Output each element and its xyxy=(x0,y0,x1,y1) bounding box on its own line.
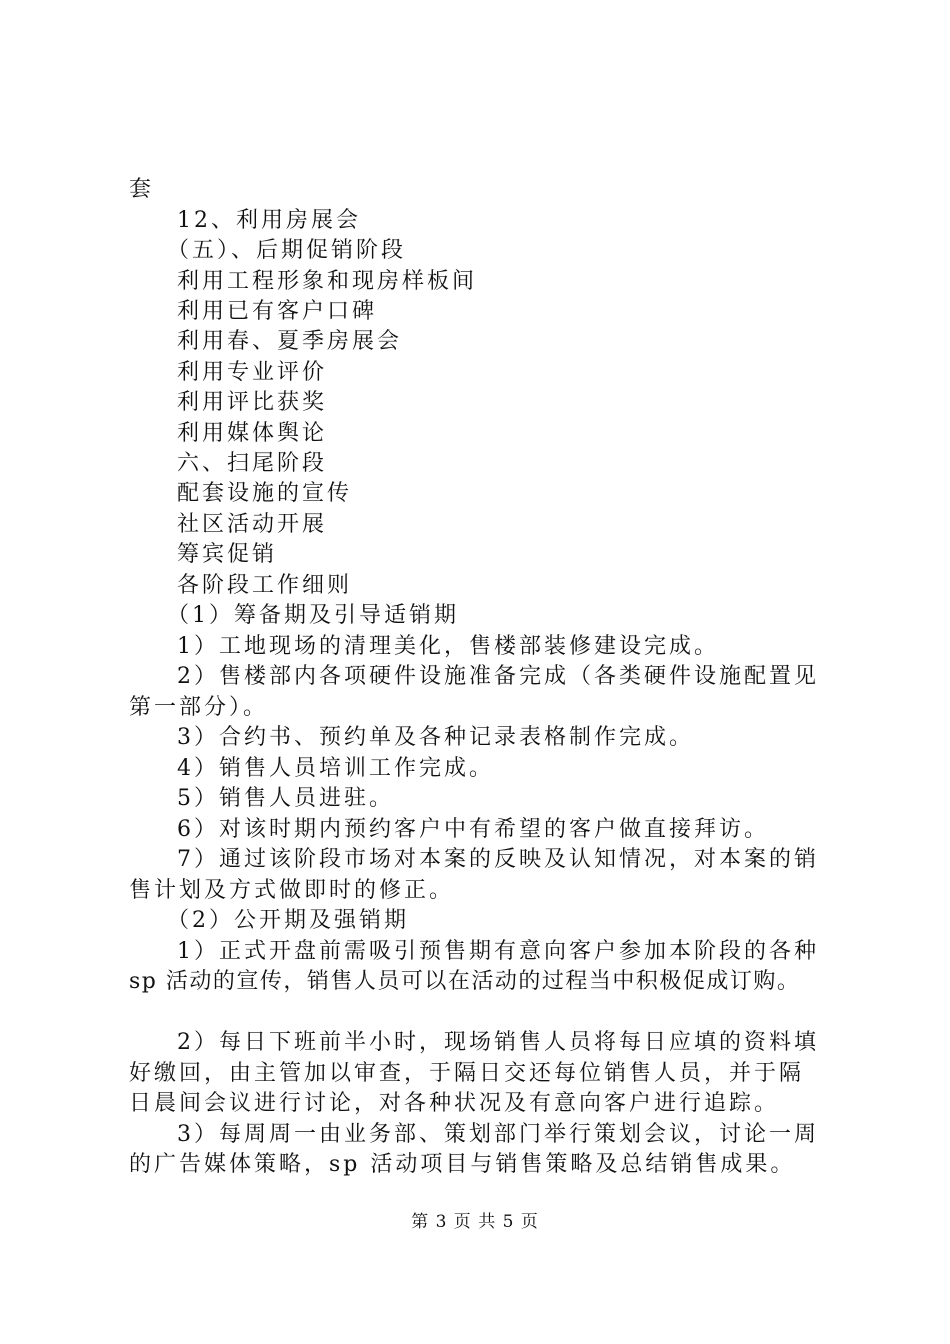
text-line: 售计划及方式做即时的修正。 xyxy=(129,878,455,903)
text-line: 第一部分）。 xyxy=(129,695,269,720)
text-line: 的广告媒体策略，sp 活动项目与销售策略及总结销售成果。 xyxy=(129,1152,796,1177)
subsection-heading: （1）筹备期及引导适销期 xyxy=(167,603,459,628)
text-line: 利用春、夏季房展会 xyxy=(177,329,403,354)
subsection-heading: （2）公开期及强销期 xyxy=(167,908,409,933)
text-line: 1）工地现场的清理美化，售楼部装修建设完成。 xyxy=(177,634,719,659)
text-line: 5）销售人员进驻。 xyxy=(177,786,394,811)
page-number-footer: 第 3 页 共 5 页 xyxy=(411,1212,539,1232)
text-line: 2）售楼部内各项硬件设施准备完成（各类硬件设施配置见 xyxy=(177,664,819,689)
text-line: 3）合约书、预约单及各种记录表格制作完成。 xyxy=(177,725,694,750)
text-line: 好缴回，由主管加以审查，于隔日交还每位销售人员，并于隔 xyxy=(129,1061,805,1086)
text-line: 4）销售人员培训工作完成。 xyxy=(177,756,494,781)
text-line: sp 活动的宣传，销售人员可以在活动的过程当中积极促成订购。 xyxy=(129,969,801,994)
section-heading: 各阶段工作细则 xyxy=(177,573,353,598)
text-line: 利用媒体舆论 xyxy=(177,421,328,446)
text-line: 利用评比获奖 xyxy=(177,390,328,415)
text-line: 利用专业评价 xyxy=(177,360,328,385)
text-line: 6）对该时期内预约客户中有希望的客户做直接拜访。 xyxy=(177,817,769,842)
text-line: 7）通过该阶段市场对本案的反映及认知情况，对本案的销 xyxy=(177,847,819,872)
text-line: 3）每周周一由业务部、策划部门举行策划会议，讨论一周 xyxy=(177,1122,819,1147)
text-line: 利用工程形象和现房样板间 xyxy=(177,269,478,294)
text-line: 筹宾促销 xyxy=(177,542,278,567)
text-line: 12、利用房展会 xyxy=(177,208,361,233)
section-heading: 六、扫尾阶段 xyxy=(177,451,328,476)
text-line: 社区活动开展 xyxy=(177,512,328,537)
text-line: 配套设施的宣传 xyxy=(177,481,353,506)
text-line: 套 xyxy=(129,177,155,202)
text-line: 日晨间会议进行讨论，对各种状况及有意向客户进行追踪。 xyxy=(129,1091,780,1116)
section-heading: （五）、后期促销阶段 xyxy=(167,238,407,263)
text-line: 利用已有客户口碑 xyxy=(177,299,378,324)
text-line: 1）正式开盘前需吸引预售期有意向客户参加本阶段的各种 xyxy=(177,939,819,964)
text-line: 2）每日下班前半小时，现场销售人员将每日应填的资料填 xyxy=(177,1030,819,1055)
